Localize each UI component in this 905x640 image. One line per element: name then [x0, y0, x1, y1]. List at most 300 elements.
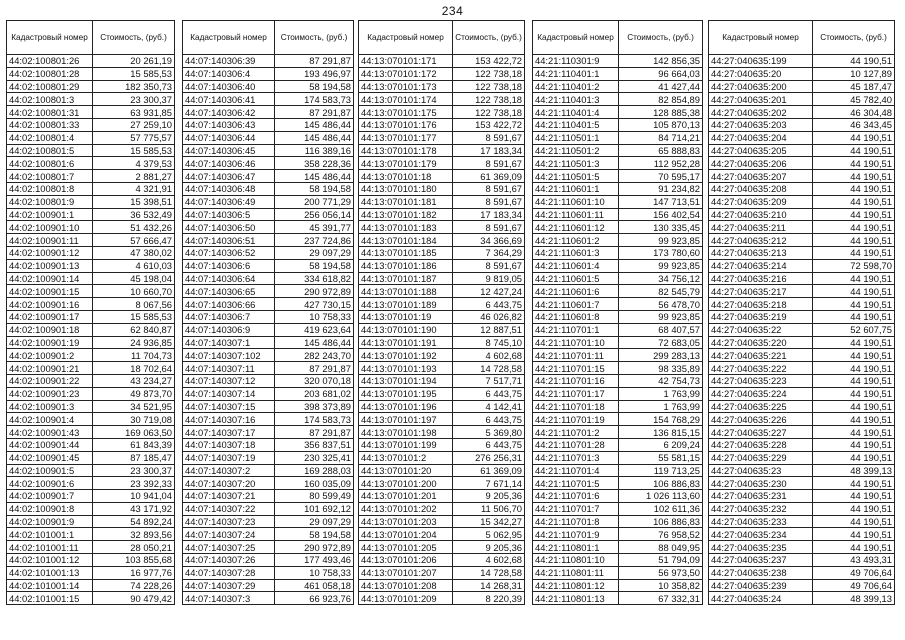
cost-cell: 44 190,51	[813, 374, 895, 387]
cadastral-number-cell: 44:21:110601:2	[533, 234, 619, 247]
cost-cell: 34 756,12	[619, 272, 703, 285]
table-row	[359, 272, 525, 285]
cost-cell: 334 618,82	[275, 272, 354, 285]
cost-cell: 106 886,83	[619, 515, 703, 528]
table-row	[183, 451, 354, 464]
table-row	[533, 336, 703, 349]
table-row	[183, 234, 354, 247]
table-row	[7, 426, 175, 439]
cost-cell: 32 893,56	[93, 528, 175, 541]
cadastral-number-cell: 44:07:140306:66	[183, 298, 275, 311]
cost-cell: 10 758,33	[275, 566, 354, 579]
table-row	[709, 144, 895, 157]
table-row	[359, 387, 525, 400]
cadastral-number-cell: 44:27:040635:210	[709, 208, 813, 221]
cadastral-number-cell: 44:07:140307:21	[183, 490, 275, 503]
cadastral-number-cell: 44:27:040635:228	[709, 438, 813, 451]
cost-cell: 42 754,73	[619, 374, 703, 387]
table-row	[183, 285, 354, 298]
cadastral-number-cell: 44:27:040635:209	[709, 195, 813, 208]
cadastral-table-1	[6, 20, 175, 605]
cadastral-number-cell: 44:21:110701:5	[533, 477, 619, 490]
table-row	[183, 400, 354, 413]
table-row	[709, 490, 895, 503]
cost-cell: 99 923,85	[619, 310, 703, 323]
table-row	[359, 477, 525, 490]
table-row	[183, 438, 354, 451]
cost-cell: 44 190,51	[813, 426, 895, 439]
cost-cell: 15 342,27	[453, 515, 525, 528]
table-row	[533, 157, 703, 170]
table-row	[7, 362, 175, 375]
cadastral-number-cell: 44:13:070101:192	[359, 349, 453, 362]
cadastral-number-cell: 44:07:140306:4	[183, 67, 275, 80]
cadastral-number-cell: 44:21:110701:1	[533, 323, 619, 336]
cadastral-number-cell: 44:21:110401:5	[533, 118, 619, 131]
table-row	[7, 515, 175, 528]
header-cost: Стоимость, (руб.)	[619, 21, 703, 55]
table-row	[709, 387, 895, 400]
cadastral-number-cell: 44:02:100801:7	[7, 170, 93, 183]
cost-cell: 16 977,76	[93, 566, 175, 579]
cadastral-number-cell: 44:07:140306:51	[183, 234, 275, 247]
table-row	[183, 528, 354, 541]
table-row	[7, 592, 175, 605]
cadastral-number-cell: 44:13:070101:198	[359, 426, 453, 439]
cost-cell: 10 660,70	[93, 285, 175, 298]
cadastral-number-cell: 44:13:070101:188	[359, 285, 453, 298]
cadastral-number-cell: 44:07:140307:11	[183, 362, 275, 375]
cadastral-number-cell: 44:27:040635:205	[709, 144, 813, 157]
header-cost: Стоимость, (руб.)	[813, 21, 895, 55]
cadastral-number-cell: 44:02:100901:13	[7, 259, 93, 272]
table-row	[183, 426, 354, 439]
cost-cell: 356 837,51	[275, 438, 354, 451]
header-cost: Стоимость, (руб.)	[93, 21, 175, 55]
cadastral-number-cell: 44:13:070101:171	[359, 55, 453, 68]
cost-cell: 65 888,83	[619, 144, 703, 157]
cost-cell: 44 190,51	[813, 144, 895, 157]
cost-cell: 136 815,15	[619, 426, 703, 439]
table-row	[183, 464, 354, 477]
cost-cell: 55 581,15	[619, 451, 703, 464]
table-row	[183, 566, 354, 579]
cadastral-number-cell: 44:07:140306:5	[183, 208, 275, 221]
cadastral-number-cell: 44:13:070101:194	[359, 374, 453, 387]
cadastral-table-2	[182, 20, 354, 605]
table-row	[359, 400, 525, 413]
cadastral-number-cell: 44:02:100801:29	[7, 80, 93, 93]
table-row	[359, 93, 525, 106]
table-row	[7, 323, 175, 336]
cadastral-number-cell: 44:13:070101:196	[359, 400, 453, 413]
table-row	[183, 246, 354, 259]
cost-cell: 256 056,14	[275, 208, 354, 221]
table-row	[183, 144, 354, 157]
cadastral-number-cell: 44:27:040635:230	[709, 477, 813, 490]
table-row	[533, 438, 703, 451]
cost-cell: 82 545,79	[619, 285, 703, 298]
cadastral-number-cell: 44:13:070101:179	[359, 157, 453, 170]
table-row	[533, 80, 703, 93]
cost-cell: 44 190,51	[813, 208, 895, 221]
cost-cell: 160 035,09	[275, 477, 354, 490]
cadastral-number-cell: 44:21:110701:7	[533, 502, 619, 515]
table-row	[533, 374, 703, 387]
cadastral-number-cell: 44:02:100801:31	[7, 106, 93, 119]
cost-cell: 24 936,85	[93, 336, 175, 349]
table-row	[183, 374, 354, 387]
cadastral-number-cell: 44:27:040635:199	[709, 55, 813, 68]
cost-cell: 15 585,53	[93, 144, 175, 157]
cost-cell: 54 892,24	[93, 515, 175, 528]
cadastral-number-cell: 44:21:110701:8	[533, 515, 619, 528]
cadastral-number-cell: 44:21:110601:4	[533, 259, 619, 272]
cadastral-number-cell: 44:27:040635:232	[709, 502, 813, 515]
table-row	[709, 298, 895, 311]
cadastral-number-cell: 44:13:070101:193	[359, 362, 453, 375]
cadastral-number-cell: 44:27:040635:231	[709, 490, 813, 503]
cost-cell: 44 190,51	[813, 349, 895, 362]
cost-cell: 44 190,51	[813, 336, 895, 349]
cadastral-number-cell: 44:27:040635:225	[709, 400, 813, 413]
cost-cell: 8 591,67	[453, 131, 525, 144]
cadastral-number-cell: 44:21:110601:3	[533, 246, 619, 259]
table-row	[533, 170, 703, 183]
cost-cell: 154 768,29	[619, 413, 703, 426]
cadastral-number-cell: 44:07:140306:41	[183, 93, 275, 106]
cost-cell: 153 422,72	[453, 118, 525, 131]
cadastral-number-cell: 44:02:100801:8	[7, 182, 93, 195]
table-row	[7, 246, 175, 259]
cost-cell: 99 923,85	[619, 259, 703, 272]
table-row	[7, 554, 175, 567]
cadastral-number-cell: 44:13:070101:195	[359, 387, 453, 400]
cost-cell: 282 243,70	[275, 349, 354, 362]
cost-cell: 169 063,50	[93, 426, 175, 439]
cadastral-number-cell: 44:27:040635:200	[709, 80, 813, 93]
table-row	[359, 195, 525, 208]
table-row	[183, 221, 354, 234]
table-row	[709, 208, 895, 221]
cost-cell: 48 399,13	[813, 592, 895, 605]
cadastral-number-cell: 44:07:140306:42	[183, 106, 275, 119]
cadastral-number-cell: 44:21:110401:1	[533, 67, 619, 80]
cadastral-number-cell: 44:21:110701:16	[533, 374, 619, 387]
cost-cell: 145 486,44	[275, 170, 354, 183]
header-cost: Стоимость, (руб.)	[453, 21, 525, 55]
cadastral-number-cell: 44:02:100901:11	[7, 234, 93, 247]
cost-cell: 358 228,36	[275, 157, 354, 170]
table-row	[183, 170, 354, 183]
cadastral-number-cell: 44:21:110401:4	[533, 106, 619, 119]
cadastral-number-cell: 44:13:070101:20	[359, 464, 453, 477]
cadastral-number-cell: 44:27:040635:233	[709, 515, 813, 528]
table-row	[359, 80, 525, 93]
cadastral-number-cell: 44:02:100801:33	[7, 118, 93, 131]
table-row	[183, 515, 354, 528]
table-row	[7, 182, 175, 195]
cost-cell: 23 300,37	[93, 464, 175, 477]
cadastral-number-cell: 44:13:070101:190	[359, 323, 453, 336]
cadastral-number-cell: 44:13:070101:200	[359, 477, 453, 490]
cost-cell: 147 713,51	[619, 195, 703, 208]
cadastral-number-cell: 44:02:100901:16	[7, 298, 93, 311]
cost-cell: 91 234,82	[619, 182, 703, 195]
table-row	[533, 298, 703, 311]
cadastral-number-cell: 44:13:070101:203	[359, 515, 453, 528]
page-number: 234	[441, 4, 464, 18]
cadastral-number-cell: 44:21:110701:28	[533, 438, 619, 451]
cost-cell: 8 220,39	[453, 592, 525, 605]
cadastral-number-cell: 44:07:140307:26	[183, 554, 275, 567]
cost-cell: 276 256,31	[453, 451, 525, 464]
cadastral-number-cell: 44:07:140306:48	[183, 182, 275, 195]
table-row	[533, 182, 703, 195]
cost-cell: 7 517,71	[453, 374, 525, 387]
cost-cell: 44 190,51	[813, 515, 895, 528]
table-row	[7, 374, 175, 387]
cost-cell: 14 728,58	[453, 362, 525, 375]
table-row	[183, 502, 354, 515]
table-row	[359, 106, 525, 119]
cadastral-number-cell: 44:07:140306:39	[183, 55, 275, 68]
cadastral-number-cell: 44:21:110601:8	[533, 310, 619, 323]
cadastral-number-cell: 44:07:140307:20	[183, 477, 275, 490]
cost-cell: 9 205,36	[453, 541, 525, 554]
table-row	[709, 323, 895, 336]
cost-cell: 203 681,02	[275, 387, 354, 400]
cadastral-number-cell: 44:07:140306:64	[183, 272, 275, 285]
cadastral-number-cell: 44:02:100901:1	[7, 208, 93, 221]
cadastral-number-cell: 44:02:100901:23	[7, 387, 93, 400]
table-row	[533, 579, 703, 592]
table-row	[7, 118, 175, 131]
cadastral-number-cell: 44:07:140306:50	[183, 221, 275, 234]
table-row	[709, 541, 895, 554]
cost-cell: 48 399,13	[813, 464, 895, 477]
table-row	[709, 182, 895, 195]
table-row	[359, 579, 525, 592]
cadastral-number-cell: 44:07:140306:9	[183, 323, 275, 336]
cadastral-number-cell: 44:27:040635:211	[709, 221, 813, 234]
cost-cell: 51 794,09	[619, 554, 703, 567]
table-row	[359, 336, 525, 349]
cost-cell: 44 190,51	[813, 285, 895, 298]
cadastral-number-cell: 44:21:110701:9	[533, 528, 619, 541]
cadastral-number-cell: 44:21:110801:10	[533, 554, 619, 567]
header-cadastral-number: Кадастровый номер	[359, 21, 453, 55]
cost-cell: 6 443,75	[453, 438, 525, 451]
cadastral-number-cell: 44:27:040635:239	[709, 579, 813, 592]
table-row	[183, 349, 354, 362]
table-row	[7, 285, 175, 298]
cadastral-number-cell: 44:27:040635:235	[709, 541, 813, 554]
cadastral-number-cell: 44:07:140306:65	[183, 285, 275, 298]
cadastral-number-cell: 44:07:140307:12	[183, 374, 275, 387]
cadastral-number-cell: 44:27:040635:22	[709, 323, 813, 336]
cadastral-number-cell: 44:02:100901:9	[7, 515, 93, 528]
cost-cell: 17 183,34	[453, 144, 525, 157]
table-row	[183, 323, 354, 336]
cadastral-number-cell: 44:13:070101:204	[359, 528, 453, 541]
cadastral-number-cell: 44:02:100901:14	[7, 272, 93, 285]
cadastral-number-cell: 44:27:040635:212	[709, 234, 813, 247]
cost-cell: 8 591,67	[453, 182, 525, 195]
table-row	[183, 182, 354, 195]
cadastral-number-cell: 44:27:040635:20	[709, 67, 813, 80]
table-row	[359, 592, 525, 605]
cadastral-number-cell: 44:02:100901:15	[7, 285, 93, 298]
table-row	[709, 374, 895, 387]
table-row	[183, 157, 354, 170]
table-row	[709, 554, 895, 567]
cost-cell: 74 228,26	[93, 579, 175, 592]
table-row	[533, 234, 703, 247]
table-row	[7, 310, 175, 323]
cadastral-number-cell: 44:13:070101:178	[359, 144, 453, 157]
cadastral-number-cell: 44:07:140307:23	[183, 515, 275, 528]
table-row	[359, 438, 525, 451]
cost-cell: 103 855,68	[93, 554, 175, 567]
cost-cell: 6 443,75	[453, 387, 525, 400]
table-row	[709, 528, 895, 541]
table-row	[359, 157, 525, 170]
cadastral-number-cell: 44:13:070101:185	[359, 246, 453, 259]
table-row	[7, 566, 175, 579]
table-row	[183, 67, 354, 80]
header-cadastral-number: Кадастровый номер	[709, 21, 813, 55]
cost-cell: 1 763,99	[619, 387, 703, 400]
table-row	[7, 400, 175, 413]
table-row	[359, 170, 525, 183]
cost-cell: 153 422,72	[453, 55, 525, 68]
cost-cell: 49 873,70	[93, 387, 175, 400]
table-row	[709, 477, 895, 490]
cost-cell: 49 706,64	[813, 579, 895, 592]
cadastral-number-cell: 44:21:110601:6	[533, 285, 619, 298]
cadastral-number-cell: 44:07:140307:1	[183, 336, 275, 349]
cost-cell: 68 407,57	[619, 323, 703, 336]
table-row	[359, 541, 525, 554]
cadastral-number-cell: 44:07:140307:22	[183, 502, 275, 515]
table-row	[7, 413, 175, 426]
cadastral-number-cell: 44:27:040635:217	[709, 285, 813, 298]
cadastral-number-cell: 44:02:100801:4	[7, 131, 93, 144]
cost-cell: 36 532,49	[93, 208, 175, 221]
cost-cell: 145 486,44	[275, 118, 354, 131]
cadastral-number-cell: 44:13:070101:197	[359, 413, 453, 426]
cadastral-number-cell: 44:02:101001:14	[7, 579, 93, 592]
table-row	[533, 221, 703, 234]
cost-cell: 44 190,51	[813, 131, 895, 144]
cost-cell: 45 187,47	[813, 80, 895, 93]
cost-cell: 15 585,53	[93, 310, 175, 323]
table-row	[709, 246, 895, 259]
cadastral-number-cell: 44:07:140307:25	[183, 541, 275, 554]
cadastral-number-cell: 44:21:110701:6	[533, 490, 619, 503]
table-row	[709, 426, 895, 439]
cost-cell: 102 611,36	[619, 502, 703, 515]
cadastral-number-cell: 44:07:140306:6	[183, 259, 275, 272]
cost-cell: 119 713,25	[619, 464, 703, 477]
cost-cell: 46 304,48	[813, 106, 895, 119]
cadastral-number-cell: 44:02:100901:21	[7, 362, 93, 375]
cost-cell: 61 369,09	[453, 464, 525, 477]
cost-cell: 20 261,19	[93, 55, 175, 68]
table-row	[709, 592, 895, 605]
table-row	[533, 477, 703, 490]
table-row	[359, 259, 525, 272]
cadastral-number-cell: 44:21:110801:12	[533, 579, 619, 592]
table-row	[709, 67, 895, 80]
cost-cell: 4 602,68	[453, 349, 525, 362]
table-row	[7, 67, 175, 80]
cost-cell: 17 183,34	[453, 208, 525, 221]
cost-cell: 12 427,24	[453, 285, 525, 298]
cost-cell: 122 738,18	[453, 67, 525, 80]
cost-cell: 44 190,51	[813, 234, 895, 247]
table-row	[183, 131, 354, 144]
cadastral-number-cell: 44:13:070101:207	[359, 566, 453, 579]
cost-cell: 461 058,18	[275, 579, 354, 592]
cadastral-number-cell: 44:07:140307:18	[183, 438, 275, 451]
table-row	[7, 80, 175, 93]
cadastral-number-cell: 44:21:110601:11	[533, 208, 619, 221]
cost-cell: 398 373,89	[275, 400, 354, 413]
cost-cell: 34 366,69	[453, 234, 525, 247]
cadastral-number-cell: 44:02:100801:5	[7, 144, 93, 157]
cadastral-number-cell: 44:02:100901:17	[7, 310, 93, 323]
cadastral-number-cell: 44:27:040635:24	[709, 592, 813, 605]
table-row	[709, 93, 895, 106]
cost-cell: 61 843,39	[93, 438, 175, 451]
table-row	[359, 285, 525, 298]
table-row	[533, 400, 703, 413]
cost-cell: 44 190,51	[813, 413, 895, 426]
table-row	[533, 426, 703, 439]
table-row	[183, 259, 354, 272]
table-row	[183, 579, 354, 592]
cadastral-number-cell: 44:13:070101:180	[359, 182, 453, 195]
cadastral-number-cell: 44:27:040635:221	[709, 349, 813, 362]
cost-cell: 11 506,70	[453, 502, 525, 515]
cost-cell: 44 190,51	[813, 502, 895, 515]
cadastral-number-cell: 44:27:040635:227	[709, 426, 813, 439]
table-row	[7, 387, 175, 400]
cost-cell: 56 478,70	[619, 298, 703, 311]
cadastral-number-cell: 44:27:040635:202	[709, 106, 813, 119]
cadastral-number-cell: 44:07:140306:43	[183, 118, 275, 131]
table-row	[709, 118, 895, 131]
cost-cell: 4 321,91	[93, 182, 175, 195]
cost-cell: 116 389,16	[275, 144, 354, 157]
cost-cell: 5 062,95	[453, 528, 525, 541]
cadastral-number-cell: 44:02:101001:15	[7, 592, 93, 605]
table-row	[359, 464, 525, 477]
cadastral-number-cell: 44:02:100901:19	[7, 336, 93, 349]
cost-cell: 200 771,29	[275, 195, 354, 208]
table-row	[533, 118, 703, 131]
cost-cell: 44 190,51	[813, 310, 895, 323]
cost-cell: 44 190,51	[813, 451, 895, 464]
cost-cell: 62 840,87	[93, 323, 175, 336]
cost-cell: 15 585,53	[93, 67, 175, 80]
table-row	[359, 234, 525, 247]
table-row	[533, 362, 703, 375]
table-row	[7, 579, 175, 592]
cost-cell: 182 350,73	[93, 80, 175, 93]
